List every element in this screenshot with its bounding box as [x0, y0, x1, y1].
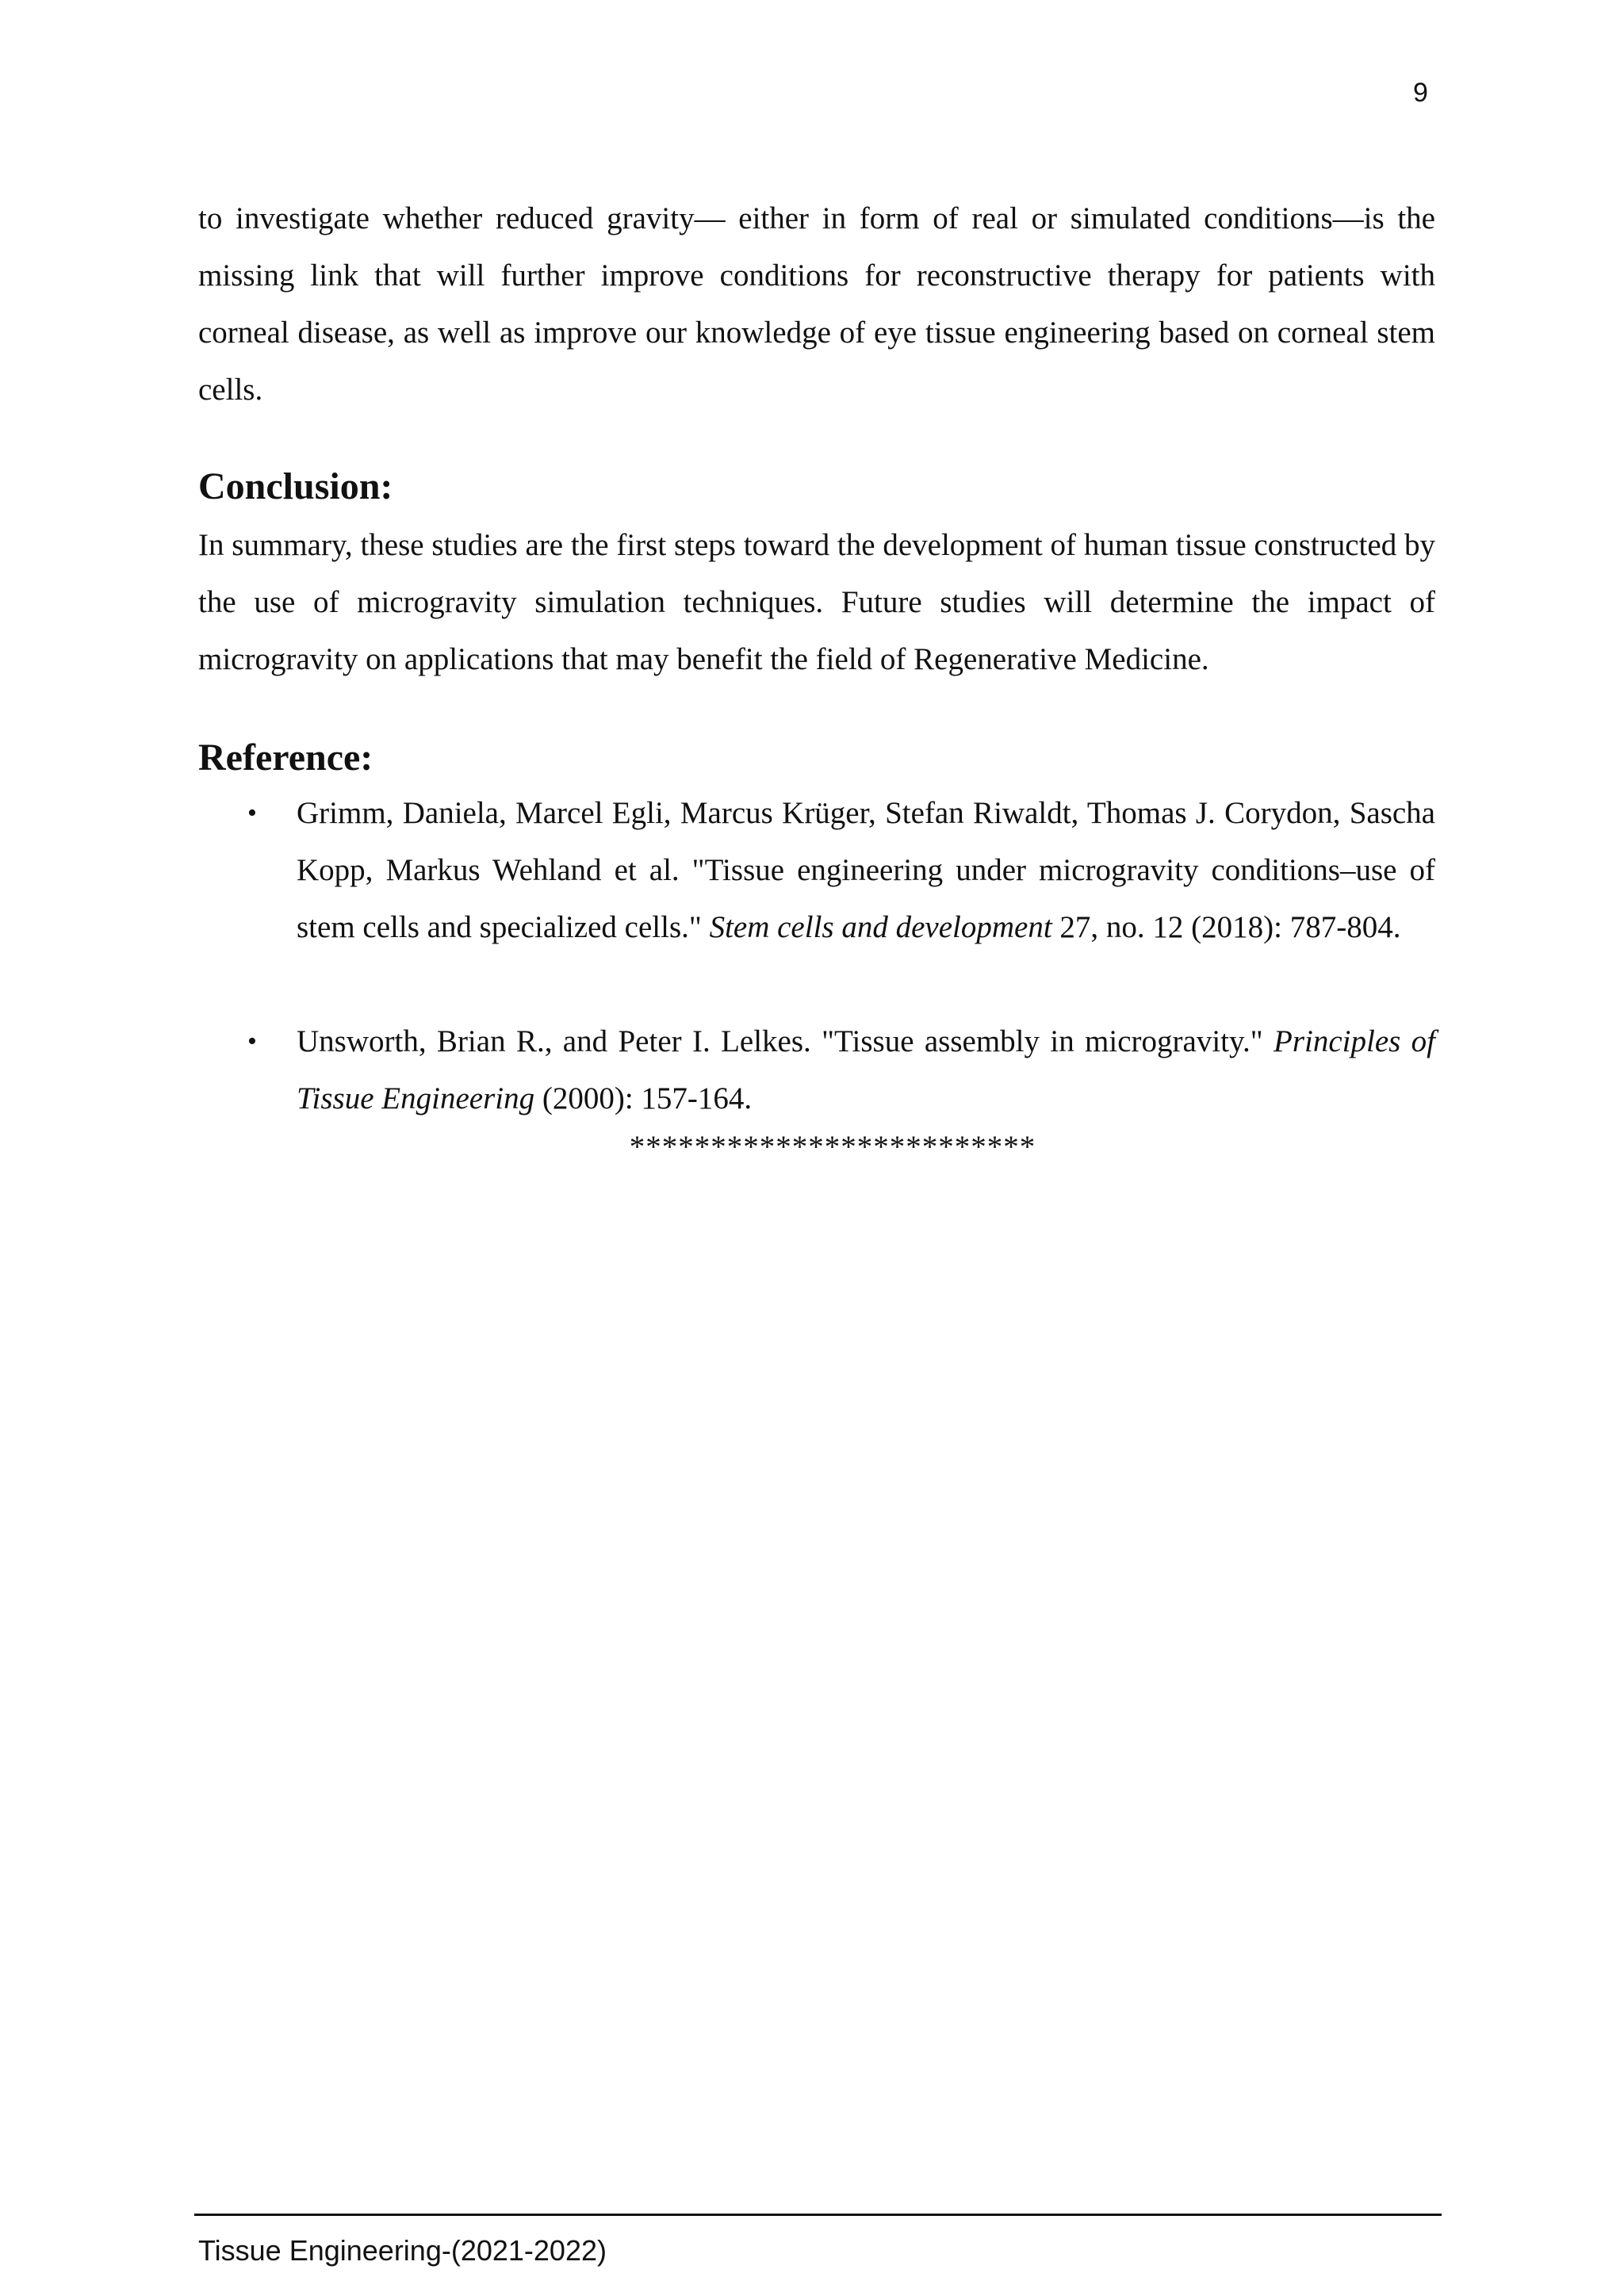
reference-item: [198, 785, 1435, 956]
page-number: 9: [1413, 78, 1428, 108]
reference-text: Unsworth, Brian R., and Peter I. Lelkes. "Tissue assembly in microgravity.": [297, 1024, 1263, 1058]
conclusion-heading: Conclusion:: [198, 465, 393, 507]
conclusion-paragraph: In summary, these studies are the first steps toward the development of human tissue constructed by the use of microgravity simulation techniques. Future studies will determine the impact of microgravity on applications that may benefit the field of Regenerative Medicine.: [198, 528, 1435, 676]
reference-citation-details: (2000): 157-164.: [542, 1081, 753, 1115]
reference-journal: Principles of Tissue Engineering: [297, 1024, 1435, 1115]
reference-heading: Reference:: [198, 737, 373, 779]
footer-title: Tissue Engineering-(2021-2022): [198, 2234, 607, 2267]
bullet-icon: •: [247, 1027, 257, 1056]
bullet-icon: •: [247, 798, 257, 828]
intro-paragraph: to investigate whether reduced gravity— either in form of real or simulated conditions—is the missing link that will further improve conditions for reconstructive therapy for patients with corneal disease, as well as improve our knowledge of eye tissue engineering based on corneal stem cells.: [198, 201, 1435, 407]
end-separator: *************************: [629, 1130, 1036, 1164]
reference-text: Grimm, Daniela, Marcel Egli, Marcus Krüger, Stefan Riwaldt, Thomas J. Corydon, Sascha Kopp, Markus Wehland et al. "Tissue engineering under microgravity conditions–use of stem cells and specialized cells.": [297, 796, 1435, 944]
footer-divider: [194, 2214, 1442, 2216]
reference-list: [198, 785, 1435, 1127]
reference-citation-details: 27, no. 12 (2018): 787-804.: [1059, 910, 1401, 944]
reference-item: [198, 1013, 1435, 1127]
document-body: [198, 190, 1435, 1167]
reference-journal: Stem cells and development: [709, 910, 1052, 944]
